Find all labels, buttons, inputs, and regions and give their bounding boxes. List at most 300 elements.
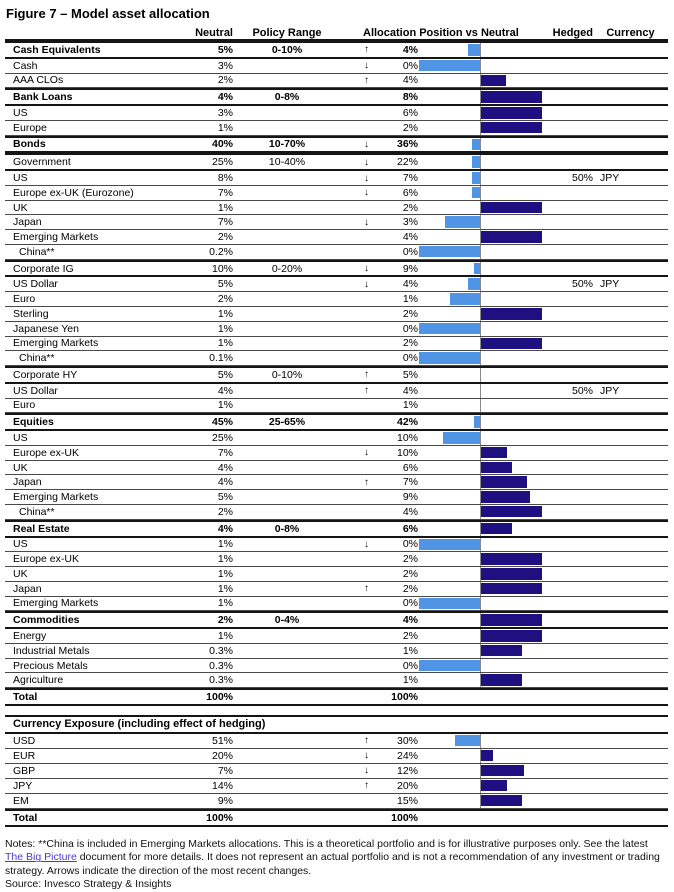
up-arrow-icon: ↑ — [364, 735, 369, 747]
neutral-axis-line — [480, 384, 481, 398]
allocation-value: 0% — [402, 322, 418, 335]
neutral-axis-line — [480, 538, 481, 552]
underweight-bar — [472, 139, 480, 151]
asset-label: US — [13, 538, 28, 551]
neutral-value: 7% — [217, 216, 233, 229]
header-policy-range: Policy Range — [252, 27, 322, 39]
table-row-energy — [5, 629, 668, 644]
position-bar-zone — [418, 446, 544, 460]
table-row-europe-ex-uk — [5, 446, 668, 461]
overweight-bar — [481, 75, 506, 87]
asset-label: Emerging Markets — [13, 337, 99, 350]
allocation-value: 2% — [402, 582, 418, 595]
neutral-axis-line — [480, 155, 481, 169]
neutral-axis-line — [480, 399, 481, 413]
position-bar-zone — [418, 749, 544, 763]
neutral-axis-line — [480, 734, 481, 748]
asset-label: JPY — [13, 779, 33, 792]
asset-label: Total — [13, 811, 38, 824]
asset-label: US — [13, 106, 28, 119]
table-row-sterling — [5, 307, 668, 322]
neutral-value: 1% — [217, 582, 233, 595]
allocation-value: 4% — [402, 278, 418, 291]
underweight-bar — [450, 293, 481, 305]
position-bar-zone — [418, 384, 544, 398]
neutral-value: 5% — [217, 43, 233, 56]
big-picture-link[interactable]: The Big Picture — [5, 851, 77, 864]
overweight-bar — [481, 750, 493, 762]
allocation-value: 3% — [402, 216, 418, 229]
allocation-value: 4% — [402, 614, 418, 627]
allocation-value: 12% — [396, 764, 418, 777]
position-bar-zone — [418, 186, 544, 200]
asset-label: Commodities — [13, 614, 80, 627]
asset-label: Euro — [13, 293, 36, 306]
neutral-value: 25% — [211, 156, 233, 169]
overweight-bar — [481, 476, 527, 488]
position-bar-zone — [418, 307, 544, 321]
overweight-bar — [481, 202, 542, 214]
neutral-value: 100% — [206, 691, 233, 704]
position-bar-zone — [418, 538, 544, 552]
allocation-value: 0% — [402, 597, 418, 610]
allocation-value: 30% — [396, 734, 418, 747]
position-bar-zone — [418, 644, 544, 658]
asset-label: Corporate IG — [13, 262, 74, 275]
allocation-value: 4% — [402, 384, 418, 397]
up-arrow-icon: ↑ — [364, 583, 369, 595]
allocation-value: 9% — [402, 491, 418, 504]
policy-range-value: 10-40% — [268, 156, 306, 169]
table-row-us — [5, 431, 668, 446]
underweight-bar — [468, 278, 480, 290]
down-arrow-icon: ↓ — [364, 60, 369, 72]
hedge-currency-value: JPY — [600, 172, 620, 184]
neutral-value: 5% — [217, 368, 233, 381]
asset-label: UK — [13, 201, 28, 214]
currency-exposure-rows — [5, 734, 668, 827]
asset-label: China** — [19, 505, 55, 518]
overweight-bar — [481, 780, 507, 792]
table-row-us — [5, 106, 668, 121]
table-row-cash — [5, 59, 668, 74]
table-row-china — [5, 351, 668, 366]
underweight-bar — [445, 216, 480, 228]
overweight-bar — [481, 645, 522, 657]
neutral-axis-line — [480, 215, 481, 229]
position-bar-zone — [418, 399, 544, 413]
down-arrow-icon: ↓ — [364, 138, 369, 150]
neutral-value: 9% — [217, 794, 233, 807]
asset-label: Europe ex-UK — [13, 553, 79, 566]
asset-label: Sterling — [13, 307, 49, 320]
neutral-value: 4% — [217, 522, 233, 535]
down-arrow-icon: ↓ — [364, 187, 369, 199]
table-row-industrial-metals — [5, 644, 668, 659]
table-row-euro — [5, 399, 668, 414]
currency-exposure-header-row — [5, 715, 668, 734]
neutral-value: 4% — [217, 91, 233, 104]
neutral-value: 1% — [217, 538, 233, 551]
down-arrow-icon: ↓ — [364, 538, 369, 550]
allocation-value: 2% — [402, 121, 418, 134]
allocation-value: 2% — [402, 567, 418, 580]
asset-label: Cash Equivalents — [13, 43, 101, 56]
figure-title: Figure 7 – Model asset allocation — [6, 6, 210, 21]
table-row-japanese-yen — [5, 322, 668, 337]
neutral-value: 0.1% — [209, 352, 233, 365]
up-arrow-icon: ↑ — [364, 476, 369, 488]
position-bar-zone — [418, 764, 544, 778]
neutral-value: 2% — [217, 614, 233, 627]
allocation-value: 0% — [402, 245, 418, 258]
allocation-value: 10% — [396, 432, 418, 445]
position-bar-zone — [418, 277, 544, 291]
neutral-value: 7% — [217, 764, 233, 777]
table-row-total — [5, 809, 668, 827]
position-bar-zone — [418, 522, 544, 536]
table-row-total — [5, 688, 668, 706]
hedge-currency-value: JPY — [600, 278, 620, 291]
neutral-axis-line — [480, 351, 481, 365]
underweight-bar — [419, 352, 480, 364]
table-row-us — [5, 538, 668, 553]
position-bar-zone — [418, 368, 544, 382]
table-row-japan — [5, 215, 668, 230]
allocation-value: 6% — [402, 186, 418, 199]
overweight-bar — [481, 630, 542, 642]
neutral-value: 1% — [217, 121, 233, 134]
allocation-value: 6% — [402, 106, 418, 119]
position-bar-zone — [418, 155, 544, 169]
asset-label: Emerging Markets — [13, 597, 99, 610]
overweight-bar — [481, 122, 542, 134]
underweight-bar — [472, 187, 481, 199]
policy-range-value: 0-8% — [274, 91, 300, 104]
position-bar-zone — [418, 337, 544, 351]
asset-label: Precious Metals — [13, 659, 88, 672]
asset-label: EM — [13, 794, 29, 807]
position-bar-zone — [418, 201, 544, 215]
allocation-value: 0% — [402, 538, 418, 551]
asset-label: Japan — [13, 476, 42, 489]
position-bar-zone — [418, 215, 544, 229]
neutral-value: 1% — [217, 322, 233, 335]
asset-label: Agriculture — [13, 674, 64, 687]
table-row-cash-equivalents — [5, 41, 668, 59]
policy-range-value: 0-10% — [271, 43, 303, 56]
position-bar-zone — [418, 230, 544, 244]
column-header-row — [5, 25, 668, 41]
header-neutral: Neutral — [195, 27, 233, 39]
table-row-eur — [5, 749, 668, 764]
neutral-value: 4% — [217, 476, 233, 489]
position-bar-zone — [418, 262, 544, 276]
allocation-value: 2% — [402, 337, 418, 350]
hedged-value: 50% — [571, 278, 593, 291]
neutral-value: 0.2% — [209, 245, 233, 258]
overweight-bar — [481, 506, 542, 518]
table-row-japan — [5, 582, 668, 597]
table-row-emerging-markets — [5, 230, 668, 245]
table-row-bonds — [5, 136, 668, 154]
position-bar-zone — [418, 552, 544, 566]
notes-text-suffix: document for more details. It does not represent an actual portfolio and is not a recommendation of any investment or trading strategy. Arrows indicate the direction of the most recent changes. — [5, 851, 660, 877]
table-row-equities — [5, 413, 668, 431]
hedged-value: 50% — [571, 172, 593, 184]
neutral-axis-line — [480, 277, 481, 291]
allocation-value: 10% — [396, 446, 418, 459]
asset-label: Bank Loans — [13, 91, 73, 104]
allocation-value: 8% — [402, 91, 418, 104]
position-bar-zone — [418, 779, 544, 793]
table-row-corporate-hy — [5, 366, 668, 384]
down-arrow-icon: ↓ — [364, 172, 369, 184]
allocation-value: 2% — [402, 201, 418, 214]
down-arrow-icon: ↓ — [364, 765, 369, 777]
allocation-value: 4% — [402, 74, 418, 87]
position-bar-zone — [418, 121, 544, 135]
position-bar-zone — [418, 567, 544, 581]
neutral-value: 0.3% — [209, 659, 233, 672]
asset-label: UK — [13, 567, 28, 580]
neutral-value: 2% — [217, 505, 233, 518]
position-bar-zone — [418, 431, 544, 445]
asset-label: Euro — [13, 399, 36, 412]
allocation-value: 2% — [402, 629, 418, 642]
table-row-europe-ex-uk-eurozone — [5, 186, 668, 201]
allocation-value: 0% — [402, 352, 418, 365]
allocation-value: 1% — [402, 674, 418, 687]
position-bar-zone — [418, 106, 544, 120]
source-line: Source: Invesco Strategy & Insights — [5, 878, 172, 891]
table-row-jpy — [5, 779, 668, 794]
asset-label: Equities — [13, 416, 54, 429]
allocation-value: 0% — [402, 59, 418, 72]
down-arrow-icon: ↓ — [364, 278, 369, 290]
underweight-bar — [455, 735, 480, 747]
allocation-value: 20% — [396, 779, 418, 792]
down-arrow-icon: ↓ — [364, 750, 369, 762]
down-arrow-icon: ↓ — [364, 216, 369, 228]
neutral-axis-line — [480, 59, 481, 73]
position-bar-zone — [418, 90, 544, 104]
underweight-bar — [474, 416, 480, 428]
table-row-em — [5, 794, 668, 809]
allocation-rows — [5, 41, 668, 706]
position-bar-zone — [418, 461, 544, 475]
position-bar-zone — [418, 245, 544, 259]
allocation-value: 0% — [402, 659, 418, 672]
down-arrow-icon: ↓ — [364, 263, 369, 275]
asset-label: Europe ex-UK (Eurozone) — [13, 186, 134, 199]
neutral-axis-line — [480, 659, 481, 673]
table-row-china — [5, 505, 668, 520]
allocation-value: 9% — [402, 262, 418, 275]
position-bar-zone — [418, 59, 544, 73]
underweight-bar — [443, 432, 480, 444]
table-row-china — [5, 245, 668, 260]
overweight-bar — [481, 795, 522, 807]
neutral-value: 1% — [217, 307, 233, 320]
asset-label: Industrial Metals — [13, 644, 90, 657]
neutral-axis-line — [480, 292, 481, 306]
table-row-us-dollar — [5, 384, 668, 399]
position-bar-zone — [418, 734, 544, 748]
notes-paragraph — [5, 838, 667, 879]
position-bar-zone — [418, 74, 544, 88]
neutral-value: 4% — [217, 384, 233, 397]
asset-label: Europe ex-UK — [13, 446, 79, 459]
position-bar-zone — [418, 613, 544, 627]
asset-label: Emerging Markets — [13, 231, 99, 244]
asset-label: China** — [19, 245, 55, 258]
notes-text-prefix: Notes: **China is included in Emerging Markets allocations. This is a theoretical portfolio and is for illustrative purposes only. See the latest — [5, 837, 648, 850]
allocation-value: 2% — [402, 553, 418, 566]
underweight-bar — [419, 60, 480, 72]
asset-label: Corporate HY — [13, 368, 78, 381]
neutral-value: 1% — [217, 399, 233, 412]
allocation-value: 15% — [396, 794, 418, 807]
position-bar-zone — [418, 690, 544, 704]
neutral-value: 1% — [217, 337, 233, 350]
allocation-table — [5, 25, 668, 706]
table-row-corporate-ig — [5, 260, 668, 278]
up-arrow-icon: ↑ — [364, 44, 369, 56]
position-bar-zone — [418, 415, 544, 429]
asset-label: Japan — [13, 216, 42, 229]
neutral-value: 10% — [211, 262, 233, 275]
allocation-value: 7% — [402, 476, 418, 489]
asset-label: US Dollar — [13, 384, 58, 397]
table-row-japan — [5, 475, 668, 490]
table-row-precious-metals — [5, 659, 668, 674]
neutral-axis-line — [480, 43, 481, 57]
position-bar-zone — [418, 794, 544, 808]
table-row-uk — [5, 567, 668, 582]
asset-label: AAA CLOs — [13, 74, 64, 87]
asset-label: Japan — [13, 582, 42, 595]
overweight-bar — [481, 568, 542, 580]
asset-label: Total — [13, 691, 38, 704]
down-arrow-icon: ↓ — [364, 447, 369, 459]
overweight-bar — [481, 107, 542, 119]
policy-range-value: 25-65% — [268, 416, 306, 429]
underweight-bar — [468, 44, 480, 56]
neutral-axis-line — [480, 245, 481, 259]
underweight-bar — [474, 263, 480, 275]
allocation-value: 7% — [402, 172, 418, 184]
neutral-value: 20% — [211, 749, 233, 762]
neutral-value: 100% — [206, 811, 233, 824]
overweight-bar — [481, 447, 507, 459]
neutral-axis-line — [480, 171, 481, 185]
neutral-value: 1% — [217, 567, 233, 580]
position-bar-zone — [418, 322, 544, 336]
overweight-bar — [481, 523, 512, 535]
asset-label: Emerging Markets — [13, 491, 99, 504]
allocation-value: 24% — [396, 749, 418, 762]
overweight-bar — [481, 614, 542, 626]
underweight-bar — [472, 156, 480, 168]
position-bar-zone — [418, 292, 544, 306]
allocation-value: 1% — [402, 644, 418, 657]
hedge-currency-value: JPY — [600, 384, 620, 397]
position-bar-zone — [418, 505, 544, 519]
overweight-bar — [481, 765, 524, 777]
overweight-bar — [481, 553, 542, 565]
up-arrow-icon: ↑ — [364, 780, 369, 792]
asset-label: China** — [19, 352, 55, 365]
neutral-value: 2% — [217, 74, 233, 87]
table-row-euro — [5, 292, 668, 307]
neutral-axis-line — [480, 597, 481, 611]
up-arrow-icon: ↑ — [364, 369, 369, 381]
neutral-axis-line — [480, 415, 481, 429]
table-row-gbp — [5, 764, 668, 779]
underweight-bar — [419, 539, 480, 551]
underweight-bar — [419, 323, 480, 335]
allocation-value: 6% — [402, 461, 418, 474]
allocation-value: 6% — [402, 522, 418, 535]
table-row-europe — [5, 121, 668, 136]
policy-range-value: 0-20% — [271, 262, 303, 275]
underweight-bar — [419, 598, 480, 610]
allocation-value: 36% — [396, 138, 418, 151]
table-row-uk — [5, 461, 668, 476]
position-bar-zone — [418, 351, 544, 365]
neutral-value: 4% — [217, 461, 233, 474]
position-bar-zone — [418, 171, 544, 185]
neutral-value: 1% — [217, 597, 233, 610]
allocation-value: 1% — [402, 399, 418, 412]
neutral-value: 51% — [211, 734, 233, 747]
policy-range-value: 0-4% — [274, 614, 300, 627]
overweight-bar — [481, 462, 512, 474]
table-row-agriculture — [5, 673, 668, 688]
table-row-emerging-markets — [5, 490, 668, 505]
asset-label: GBP — [13, 764, 36, 777]
table-row-emerging-markets — [5, 337, 668, 352]
allocation-value: 4% — [402, 505, 418, 518]
position-bar-zone — [418, 673, 544, 687]
underweight-bar — [419, 660, 480, 672]
allocation-value: 22% — [396, 156, 418, 169]
asset-label: Real Estate — [13, 522, 70, 535]
table-row-aaa-clos — [5, 74, 668, 89]
neutral-value: 1% — [217, 553, 233, 566]
neutral-axis-line — [480, 262, 481, 276]
asset-label: US — [13, 432, 28, 445]
neutral-value: 45% — [211, 416, 233, 429]
position-bar-zone — [418, 43, 544, 57]
underweight-bar — [419, 246, 480, 258]
up-arrow-icon: ↑ — [364, 385, 369, 397]
policy-range-value: 0-10% — [271, 368, 303, 381]
table-row-commodities — [5, 611, 668, 629]
header-hedged: Hedged — [552, 27, 593, 39]
table-row-us — [5, 171, 668, 186]
neutral-value: 0.3% — [209, 674, 233, 687]
table-row-bank-loans — [5, 88, 668, 106]
allocation-value: 4% — [402, 43, 418, 56]
neutral-axis-line — [480, 431, 481, 445]
asset-label: Government — [13, 156, 71, 169]
position-bar-zone — [418, 659, 544, 673]
neutral-value: 3% — [217, 106, 233, 119]
position-bar-zone — [418, 138, 544, 152]
asset-label: USD — [13, 734, 36, 747]
